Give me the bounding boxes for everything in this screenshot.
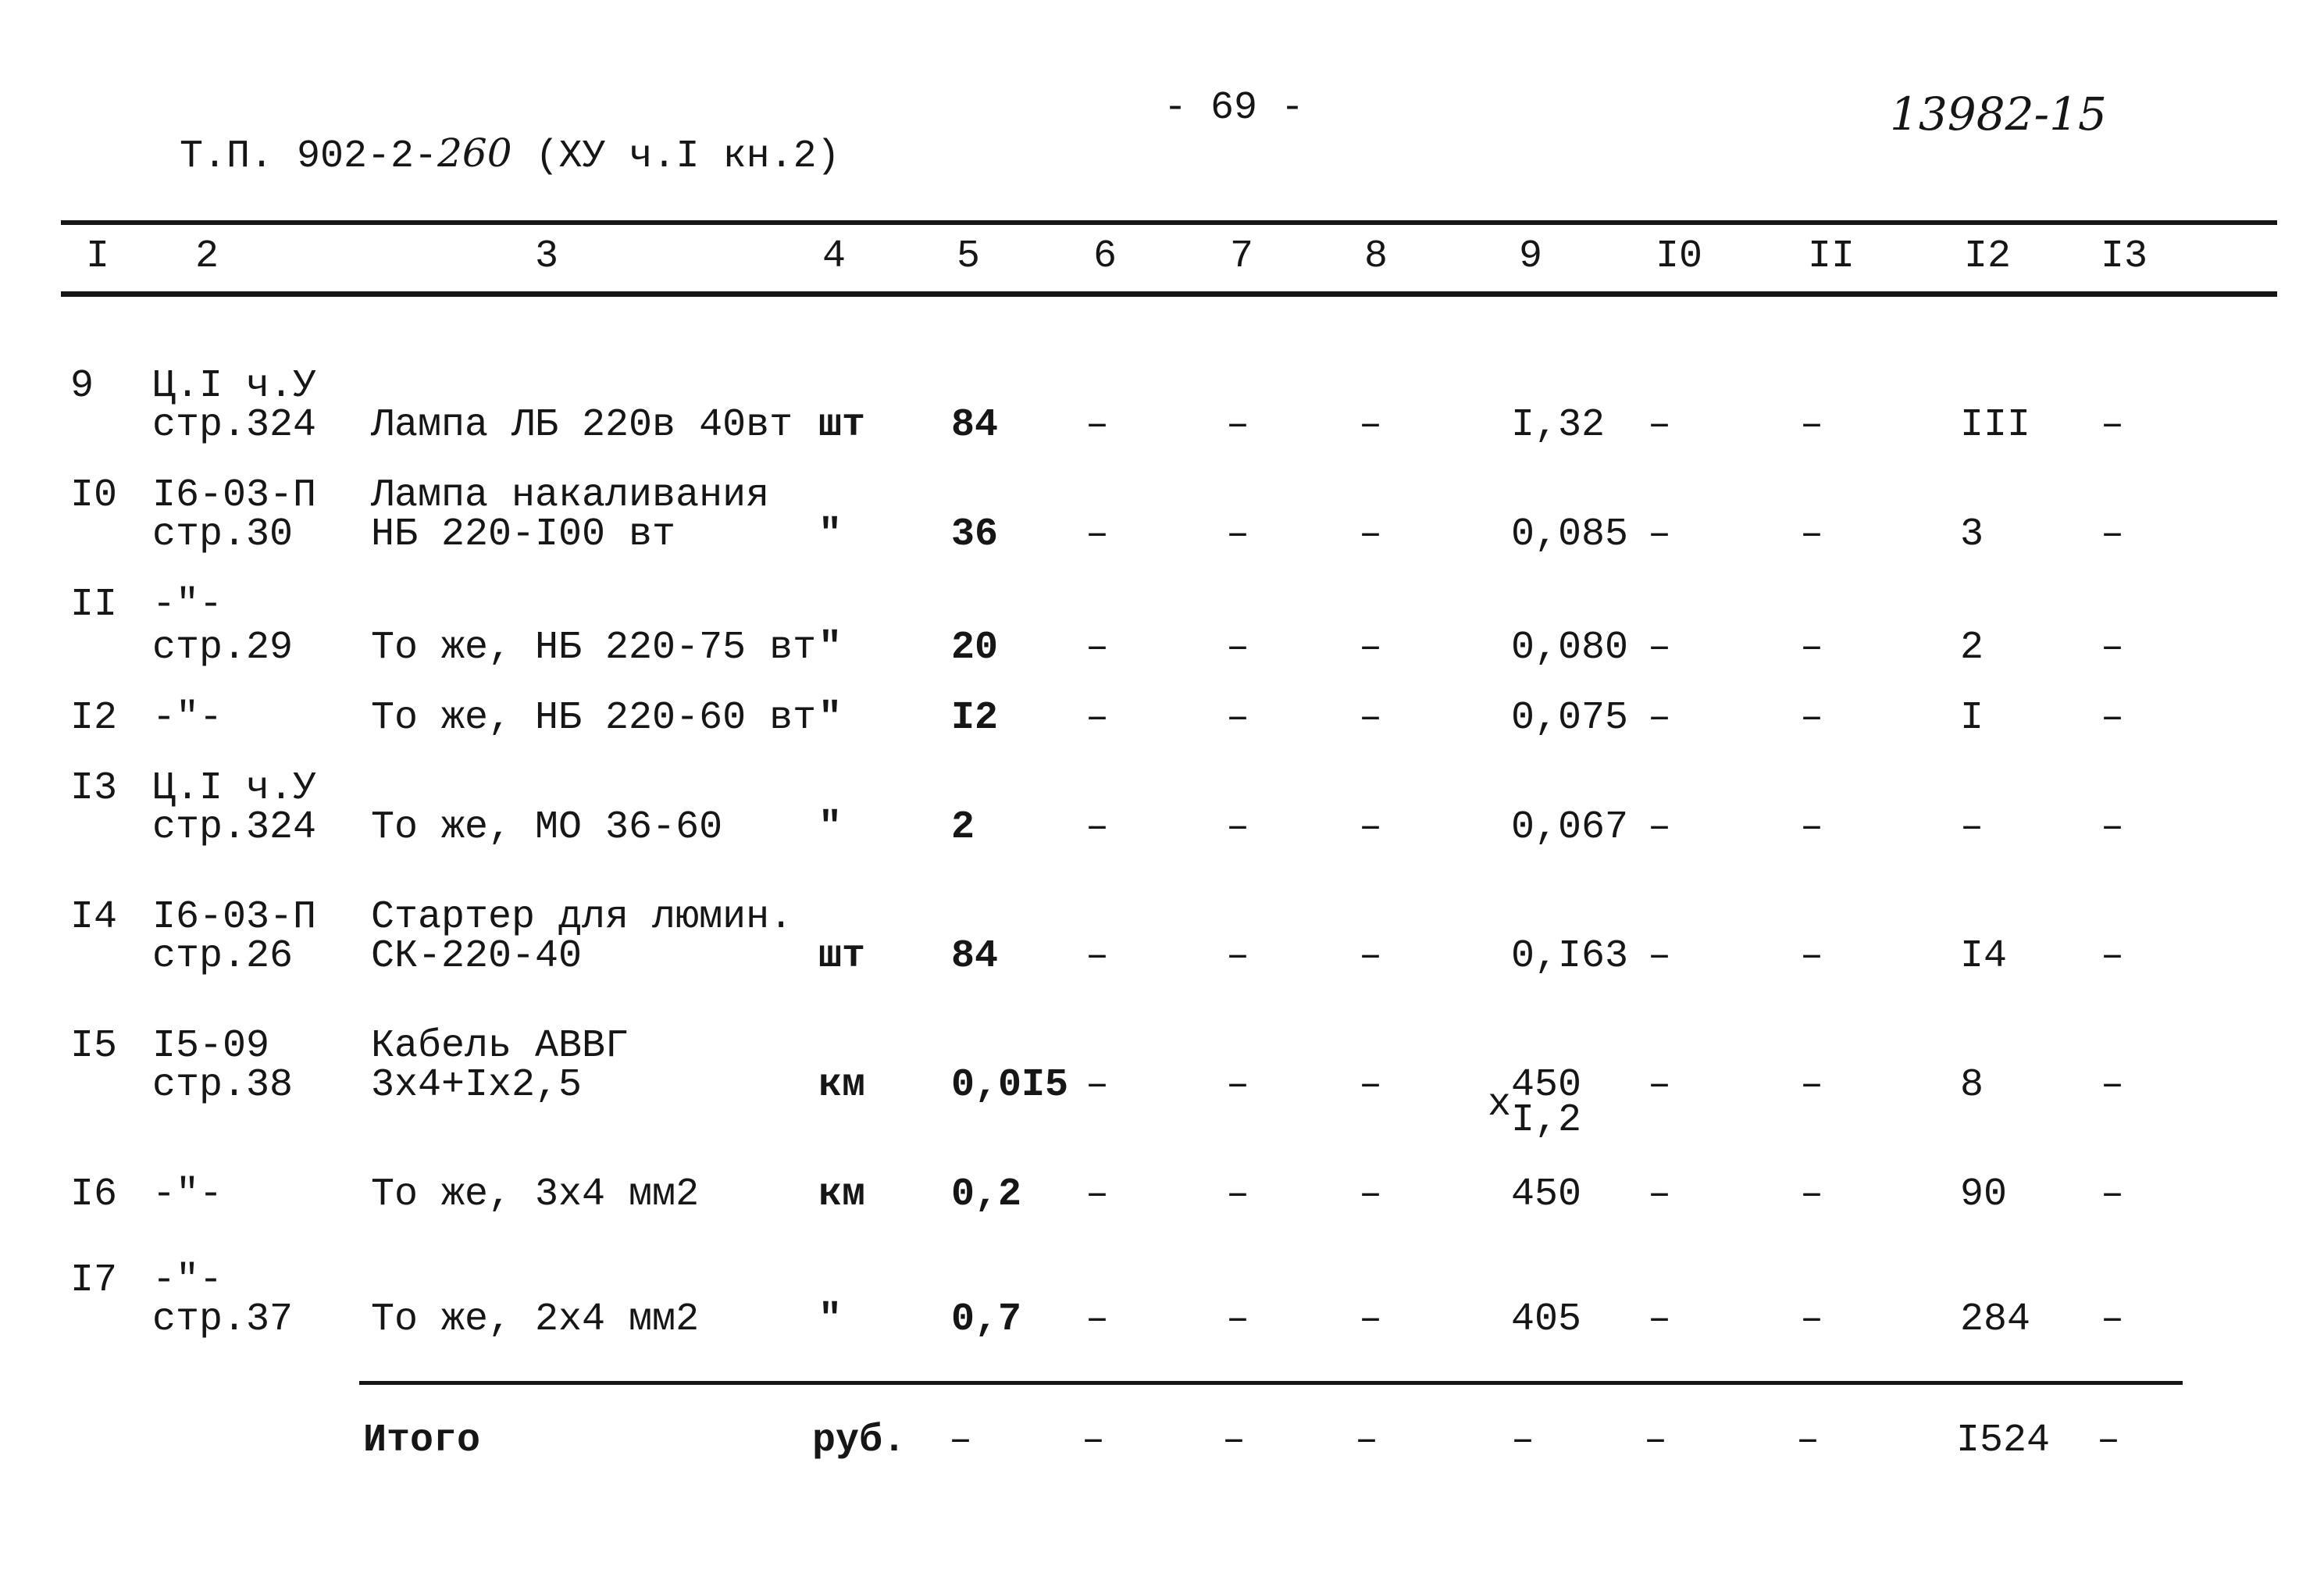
row-cell-12: I4 xyxy=(1960,934,2008,979)
page-number: - 69 - xyxy=(1164,86,1305,130)
total-cell: – xyxy=(1081,1418,1105,1463)
document-code-handwritten: 260 xyxy=(437,130,512,176)
row-quantity: 36 xyxy=(951,512,999,557)
row-source-reference: -"- xyxy=(152,583,223,627)
row-cell-9: 0,085 xyxy=(1511,512,1629,557)
row-cell-13: – xyxy=(2100,1063,2124,1108)
row-cell-12: 3 xyxy=(1960,512,1984,557)
row-unit: " xyxy=(818,805,843,850)
column-number: II xyxy=(1807,234,1855,279)
row-cell-13: – xyxy=(2100,626,2124,670)
row-cell-7: – xyxy=(1225,696,1249,740)
row-cell-9: 450 xyxy=(1511,1063,1582,1108)
column-number: I2 xyxy=(1963,234,2011,279)
row-cell-10: – xyxy=(1647,696,1671,740)
row-cell-7: – xyxy=(1225,1297,1249,1342)
row-quantity: 20 xyxy=(951,626,999,670)
row-number: II xyxy=(70,583,118,627)
row-source-reference: I6-03-П xyxy=(152,895,317,940)
row-item-description: То же, 3х4 мм2 xyxy=(371,1172,700,1217)
row-cell-13: – xyxy=(2100,512,2124,557)
row-cell-13: – xyxy=(2100,1297,2124,1342)
row-cell-9: 0,080 xyxy=(1511,626,1629,670)
row-cell-7: – xyxy=(1225,805,1249,850)
row-unit: шт xyxy=(818,403,866,448)
row-source-page: стр.324 xyxy=(152,403,317,448)
row-cell-6: – xyxy=(1085,512,1109,557)
row-cell-6: – xyxy=(1085,934,1109,979)
row-cell-13: – xyxy=(2100,934,2124,979)
total-cell: – xyxy=(1354,1418,1378,1463)
row-cell-9: 0,067 xyxy=(1511,805,1629,850)
column-number: 9 xyxy=(1518,234,1542,279)
row-source-page: стр.29 xyxy=(152,626,294,670)
document-code-suffix: (ХУ ч.I кн.2) xyxy=(535,134,840,179)
row-cell-12: 2 xyxy=(1960,626,1984,670)
row-cell-13: – xyxy=(2100,805,2124,850)
row-cell-10: – xyxy=(1647,626,1671,670)
row-cell-9: 405 xyxy=(1511,1297,1582,1342)
total-cell: – xyxy=(948,1418,972,1463)
row-cell-9: 0,I63 xyxy=(1511,934,1629,979)
column-number: I0 xyxy=(1655,234,1702,279)
row-item-description: То же, МО 36-60 xyxy=(371,805,723,850)
row-cell-6: – xyxy=(1085,1297,1109,1342)
row-cell-10: – xyxy=(1647,934,1671,979)
total-cell: – xyxy=(2096,1418,2120,1463)
row-item-description: Лампа ЛБ 220в 40вт xyxy=(371,403,793,448)
row-quantity: I2 xyxy=(951,696,999,740)
row-source-reference: Ц.I ч.У xyxy=(152,766,317,811)
column-number: I3 xyxy=(2100,234,2148,279)
row-quantity: 0,7 xyxy=(951,1297,1022,1342)
row-cell-6: – xyxy=(1085,805,1109,850)
row-cell-9: 450 xyxy=(1511,1172,1582,1217)
row-source-reference: I5-09 xyxy=(152,1024,270,1069)
total-cell: – xyxy=(1221,1418,1246,1463)
row-item-name: Стартер для люмин. xyxy=(371,895,793,940)
row-cell-12: 8 xyxy=(1960,1063,1984,1108)
document-code-prefix: Т.П. 902-2- xyxy=(180,134,438,179)
row-cell-11: – xyxy=(1799,403,1823,448)
row-cell-10: – xyxy=(1647,1297,1671,1342)
column-number: 7 xyxy=(1229,234,1253,279)
row-cell-7: – xyxy=(1225,403,1249,448)
row-number: I4 xyxy=(70,895,118,940)
row-cell-11: – xyxy=(1799,1063,1823,1108)
row-item-description: То же, НБ 220-75 вт xyxy=(371,626,817,670)
row-number: I7 xyxy=(70,1258,118,1303)
document-code xyxy=(133,86,840,179)
row-cell-11: – xyxy=(1799,696,1823,740)
row-quantity: 84 xyxy=(951,934,999,979)
row-source-page: стр.30 xyxy=(152,512,294,557)
row-number: I6 xyxy=(70,1172,118,1217)
row-item-name: Лампа накаливания xyxy=(371,473,770,518)
row-item-description: То же, НБ 220-60 вт xyxy=(371,696,817,740)
row-cell-10: – xyxy=(1647,403,1671,448)
row-cell-9: I,32 xyxy=(1511,403,1606,448)
row-cell-12: III xyxy=(1960,403,2031,448)
row-cell-11: – xyxy=(1799,1297,1823,1342)
row-cell-8: – xyxy=(1358,696,1382,740)
handwritten-sheet-number: 13982-15 xyxy=(1890,87,2107,141)
row-cell-9: 0,075 xyxy=(1511,696,1629,740)
row-cell-7: – xyxy=(1225,1172,1249,1217)
row-item-name: Кабель АВВГ xyxy=(371,1024,629,1069)
column-number: 5 xyxy=(956,234,980,279)
row-unit: " xyxy=(818,512,843,557)
row-cell-8: – xyxy=(1358,1172,1382,1217)
row-source-page: -"- xyxy=(152,696,223,740)
row-cell-8: – xyxy=(1358,934,1382,979)
row-cell-11: – xyxy=(1799,512,1823,557)
column-number: 8 xyxy=(1363,234,1388,279)
row-cell-10: – xyxy=(1647,805,1671,850)
row-unit: " xyxy=(818,1297,843,1342)
row-source-reference: Ц.I ч.У xyxy=(152,364,317,409)
row-source-reference: -"- xyxy=(152,1258,223,1303)
row-cell-10: – xyxy=(1647,512,1671,557)
total-cell: – xyxy=(1795,1418,1820,1463)
row-cell-6: – xyxy=(1085,696,1109,740)
row-item-description: То же, 2х4 мм2 xyxy=(371,1297,700,1342)
row-cell-10: – xyxy=(1647,1063,1671,1108)
row-source-reference: I6-03-П xyxy=(152,473,317,518)
row-item-description: НБ 220-I00 вт xyxy=(371,512,676,557)
row-cell-13: – xyxy=(2100,1172,2124,1217)
row-cell-9-second-line: I,2 xyxy=(1511,1098,1582,1143)
table-header-rule xyxy=(61,291,2277,297)
row-quantity: 2 xyxy=(951,805,975,850)
row-unit: " xyxy=(818,626,843,670)
row-item-description: 3х4+Iх2,5 xyxy=(371,1063,583,1108)
row-item-description: СК-220-40 xyxy=(371,934,583,979)
row-unit: шт xyxy=(818,934,866,979)
row-cell-8: – xyxy=(1358,1297,1382,1342)
row-cell-6: – xyxy=(1085,626,1109,670)
row-source-page: стр.324 xyxy=(152,805,317,850)
row-cell-11: – xyxy=(1799,1172,1823,1217)
row-cell-7: – xyxy=(1225,626,1249,670)
row-cell-12: I xyxy=(1960,696,1984,740)
row-cell-12: – xyxy=(1960,805,1984,850)
row-cell-6: – xyxy=(1085,1063,1109,1108)
row-cell-9-prefix: x xyxy=(1488,1083,1512,1127)
column-number: 3 xyxy=(534,234,558,279)
total-cell: – xyxy=(1510,1418,1534,1463)
row-unit: км xyxy=(818,1063,866,1108)
row-cell-12: 90 xyxy=(1960,1172,2008,1217)
row-cell-13: – xyxy=(2100,696,2124,740)
row-number: I2 xyxy=(70,696,118,740)
total-rule xyxy=(359,1381,2183,1385)
row-cell-8: – xyxy=(1358,626,1382,670)
row-cell-12: 284 xyxy=(1960,1297,2031,1342)
row-cell-7: – xyxy=(1225,934,1249,979)
row-cell-7: – xyxy=(1225,512,1249,557)
row-quantity: 84 xyxy=(951,403,999,448)
row-source-page: стр.38 xyxy=(152,1063,294,1108)
column-number: 6 xyxy=(1092,234,1117,279)
total-sum: I524 xyxy=(1956,1418,2051,1463)
row-cell-8: – xyxy=(1358,403,1382,448)
row-number: I0 xyxy=(70,473,118,518)
row-number: I5 xyxy=(70,1024,118,1069)
row-quantity: 0,0I5 xyxy=(951,1063,1069,1108)
row-cell-13: – xyxy=(2100,403,2124,448)
total-cell: – xyxy=(1643,1418,1667,1463)
row-source-page: стр.26 xyxy=(152,934,294,979)
row-cell-11: – xyxy=(1799,934,1823,979)
row-source-page: -"- xyxy=(152,1172,223,1217)
row-quantity: 0,2 xyxy=(951,1172,1022,1217)
column-number: 2 xyxy=(194,234,219,279)
row-cell-7: – xyxy=(1225,1063,1249,1108)
row-cell-10: – xyxy=(1647,1172,1671,1217)
row-cell-11: – xyxy=(1799,626,1823,670)
row-cell-6: – xyxy=(1085,1172,1109,1217)
row-cell-8: – xyxy=(1358,1063,1382,1108)
total-label: Итого xyxy=(363,1418,481,1463)
row-cell-11: – xyxy=(1799,805,1823,850)
row-unit: км xyxy=(818,1172,866,1217)
row-number: I3 xyxy=(70,766,118,811)
column-number: 4 xyxy=(822,234,846,279)
table-top-rule xyxy=(61,220,2277,225)
row-cell-8: – xyxy=(1358,805,1382,850)
column-number: I xyxy=(85,234,109,279)
row-cell-6: – xyxy=(1085,403,1109,448)
row-cell-8: – xyxy=(1358,512,1382,557)
row-unit: " xyxy=(818,696,843,740)
total-unit: руб. xyxy=(812,1418,907,1463)
row-source-page: стр.37 xyxy=(152,1297,294,1342)
row-number: 9 xyxy=(70,364,94,409)
